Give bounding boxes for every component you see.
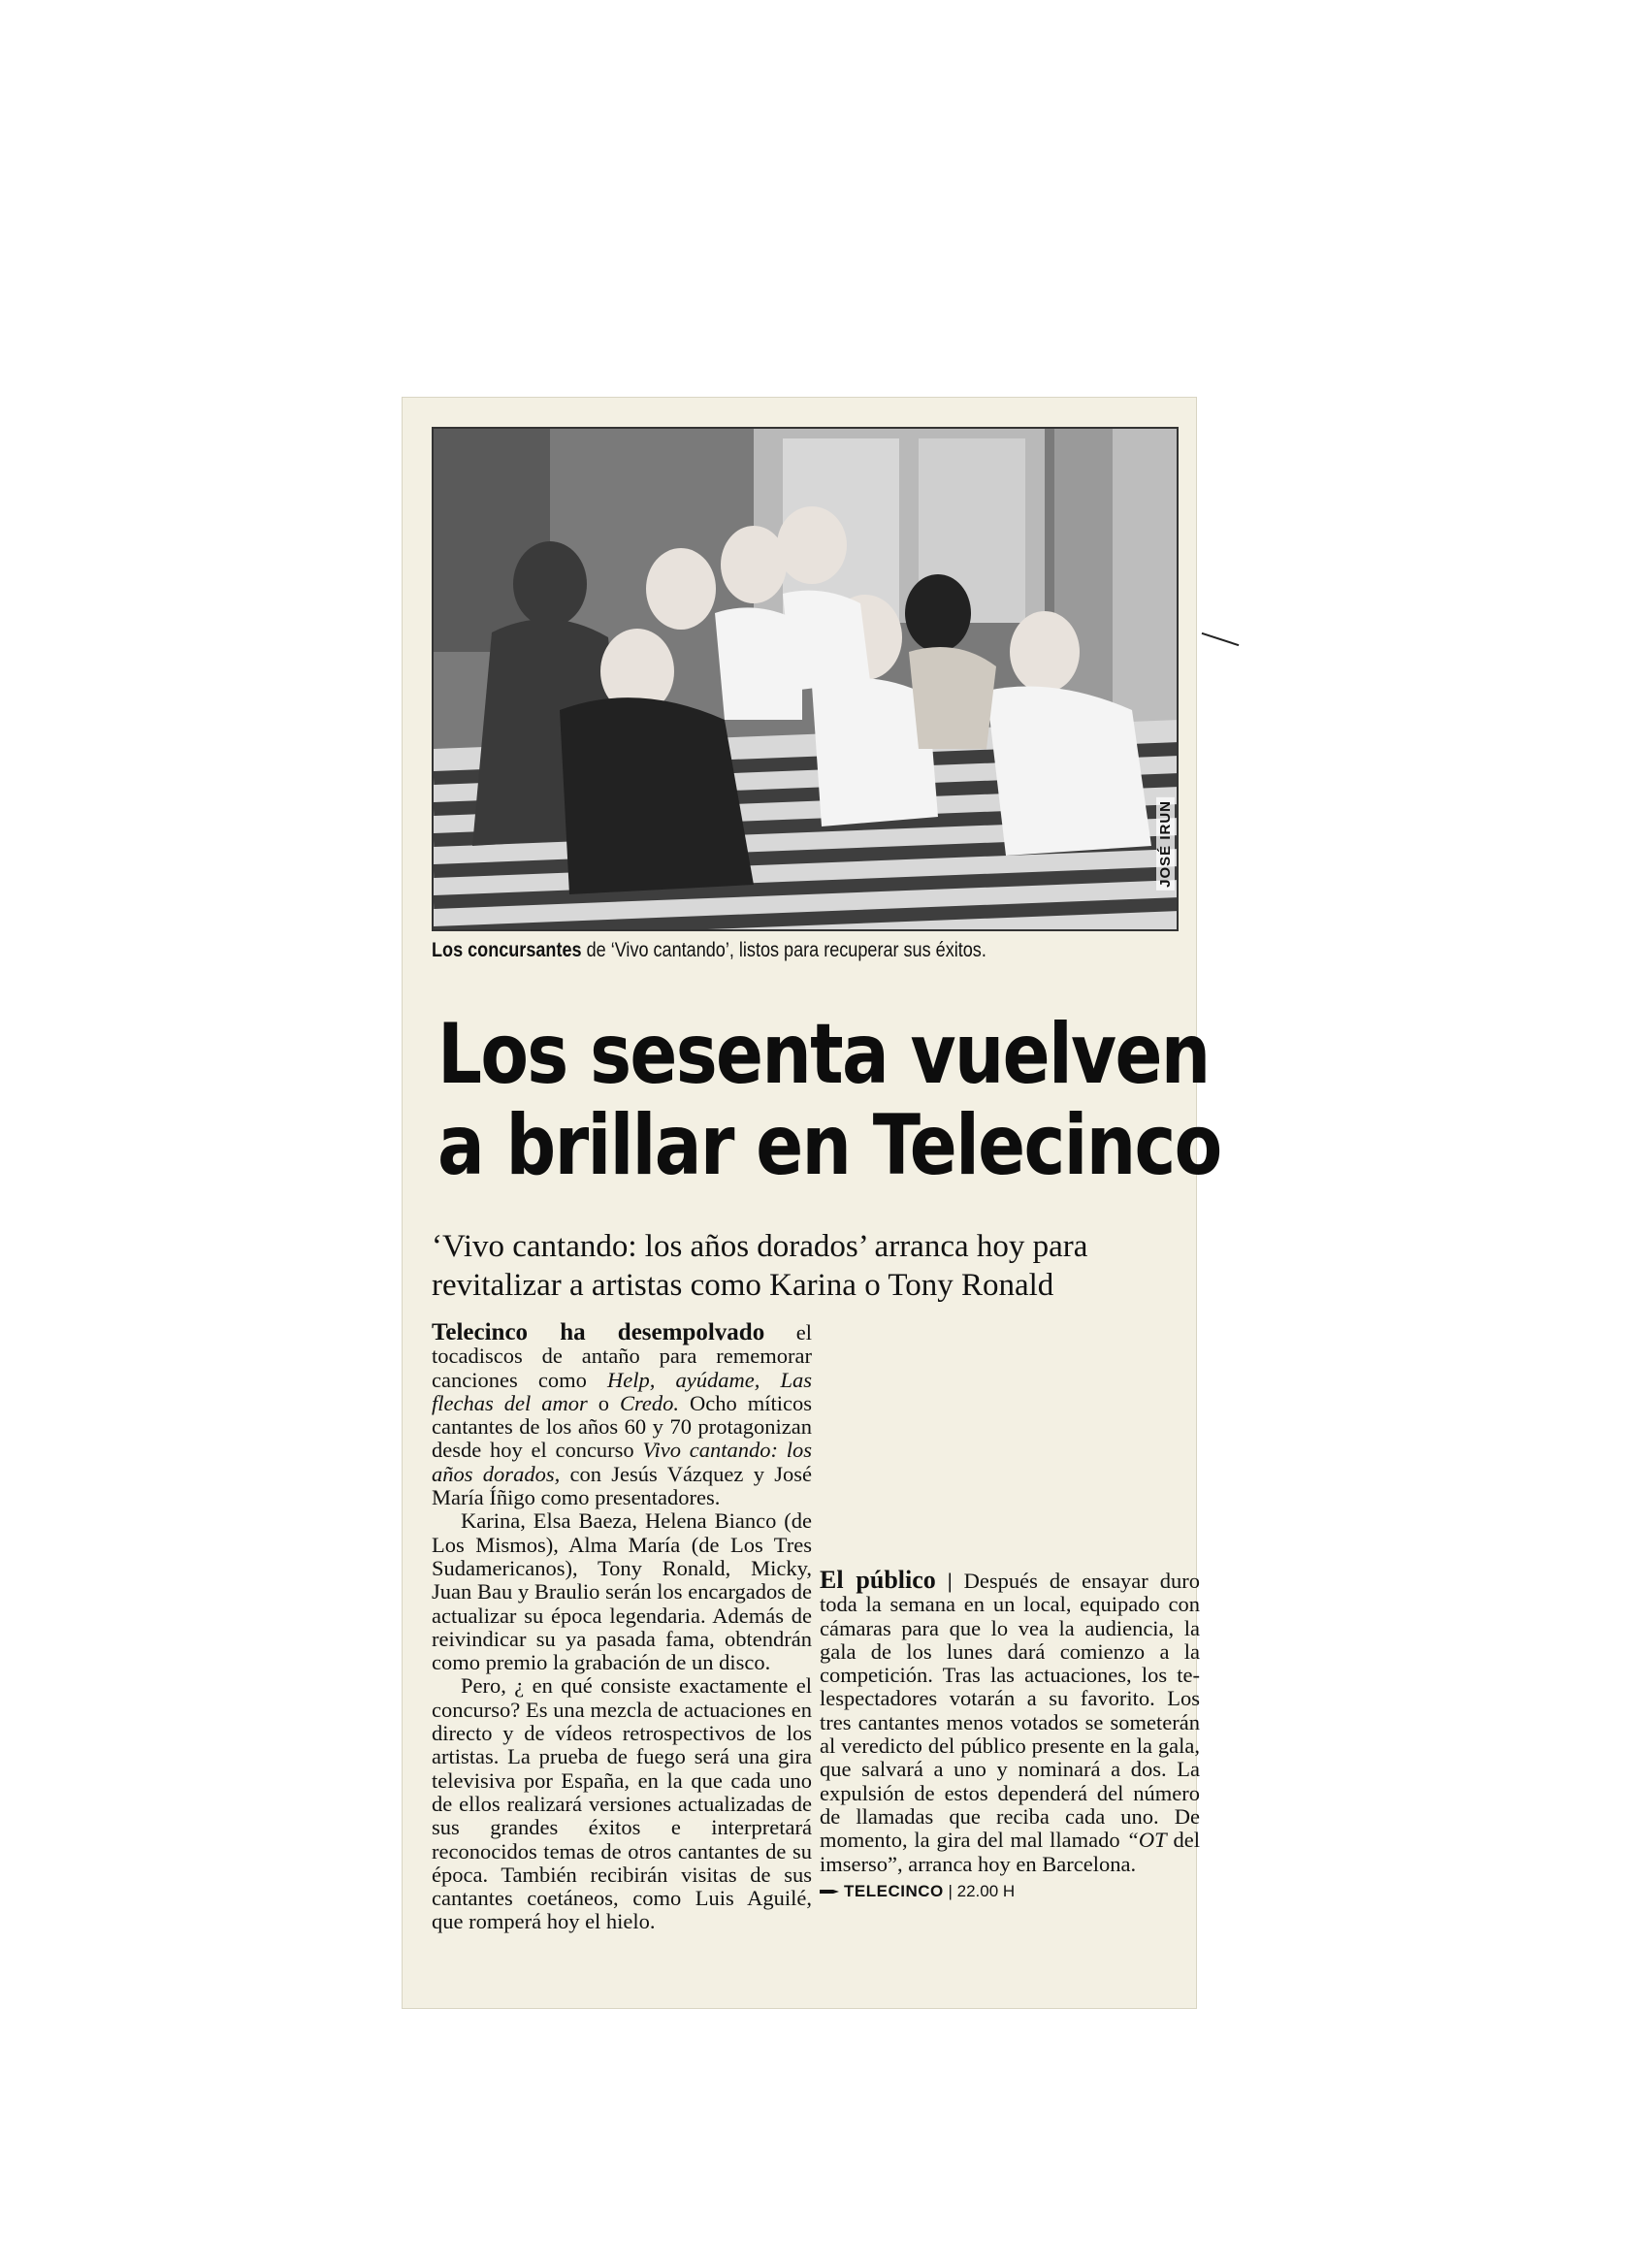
article-photo [432,427,1179,931]
text-run: del imserso”, arranca hoy en Barcelona. [820,1828,1200,1876]
group-photo-illustration [434,429,1179,931]
subheadline-line-1: ‘Vivo cantando: los años dorados’ arranca hoy para [432,1229,1088,1264]
show-title: Vivo cantando: los años dorados, [432,1438,812,1486]
channel-name: TELECINCO [844,1881,944,1900]
headline-line-2: a brillar en Telecinco [437,1097,1221,1194]
caption-text: de ‘Vivo cantando’, listos para recuperar sus éxitos. [581,939,986,961]
lead-in: Telecinco ha desempolvado [432,1319,765,1345]
broadcast-info [820,1880,1200,1903]
section-separator: | [935,1569,964,1593]
text-run: Ocho míticos cantantes de los años 60 y 70 protagonizan desde hoy el concurso [432,1390,813,1463]
text-run: Después de ensayar duro toda la semana en un local, equipado con cámaras para que lo vea la audiencia, la gala de los lunes dará comienzo a la competición. Tras las actuaciones, los telespectadores votarán a su favorito. Los tres cantantes menos votados se someterán al veredicto del público presente en la gala, que salvará a uno y nominará a dos. La expulsión de estos dependerá del número de llamadas que reciba cada uno. De momento, la gira del mal llamado [820,1569,1200,1853]
headline [437,1006,1221,1194]
paragraph-2: Karina, Elsa Baeza, Helena Bianco (de Los Mismos), Alma María (de Los Tres Sudamericanos), Tony Ronald, Micky, Juan Bau y Braulio serán los encargados de actualizar su época legendaria. Además de reivindicar su ya pasada fama, obtendrán como premio la grabación de un disco. [432,1508,812,1675]
photo-credit: JOSÉ IRUN [1156,797,1175,891]
subheadline-line-2: revitalizar a artistas como Karina o Tony Ronald [432,1268,1054,1303]
paragraph-4 [820,1566,1200,1876]
article-column-left [432,1321,812,1934]
scan-mark [1202,632,1240,646]
text-run: el tocadiscos de antaño para rememorar canciones como [432,1320,812,1392]
nickname-quote: “OT [1126,1828,1167,1853]
song-titles: Help, ayúdame, Las flechas del amor [432,1367,812,1415]
caption-bold: Los concursantes [432,939,582,961]
text-run: con Jesús Vázquez y José María Íñigo como presentadores. [432,1461,812,1510]
paragraph-3: Pero, ¿ en qué consiste exactamente el concurso? Es una mezcla de actuaciones en directo y de vídeos retrospectivos de los artistas. La prueba de fuego será una gira televisiva por España, en la que cada uno de ellos realizará versiones actualizadas de sus grandes éxitos e interpretará reconocidos temas de otros cantantes de su época. También recibirán visitas de sus cantantes coetáneos, como Luis Aguilé, que romperá hoy el hielo. [432,1673,812,1934]
photo-caption [432,939,1074,962]
headline-line-1: Los sesenta vuelven [437,1006,1210,1103]
footer-separator: | [943,1881,957,1900]
text-run: o [587,1390,620,1415]
song-title: Credo. [619,1390,680,1415]
article-column-right-section [820,1566,1200,1903]
subheadline [432,1227,1188,1305]
section-title: El público [820,1566,936,1594]
broadcast-time: 22.00 H [956,1881,1016,1900]
newspaper-clipping [403,398,1221,2008]
pointing-hand-icon [820,1887,841,1896]
paragraph-1 [432,1321,812,1509]
